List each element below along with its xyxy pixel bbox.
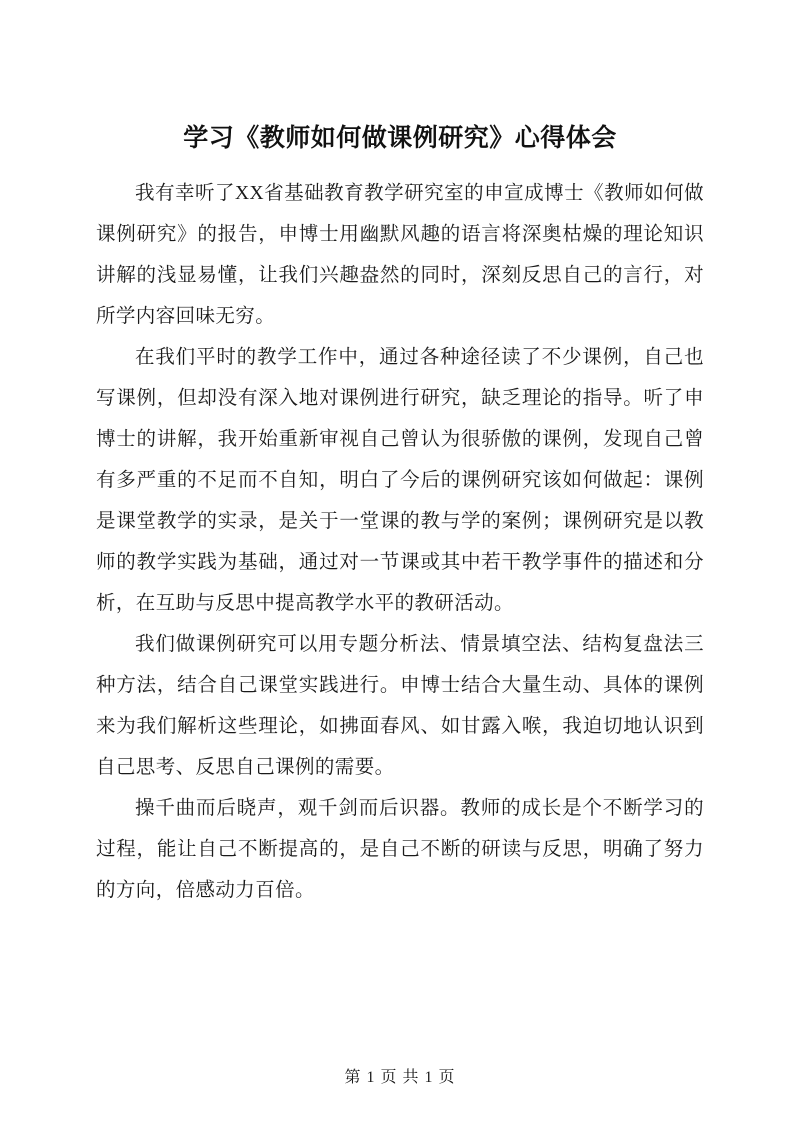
document-body	[96, 173, 704, 911]
paragraph: 操千曲而后晓声，观千剑而后识器。教师的成长是个不断学习的过程，能让自己不断提高的，是自己不断的研读与反思，明确了努力的方向，倍感动力百倍。	[96, 798, 704, 901]
paragraph: 在我们平时的教学工作中，通过各种途径读了不少课例，自己也写课例，但却没有深入地对课例进行研究，缺乏理论的指导。听了申博士的讲解，我开始重新审视自己曾认为很骄傲的课例，发现自己曾有多严重的不足而不自知，明白了今后的课例研究该如何做起：课例是课堂教学的实录，是关于一堂课的教与学的案例；课例研究是以教师的教学实践为基础，通过对一节课或其中若干教学事件的描述和分析，在互助与反思中提高教学水平的教研活动。	[96, 347, 704, 614]
page-footer: 第 1 页 共 1 页	[344, 1069, 456, 1086]
page-title: 学习《教师如何做课例研究》心得体会	[183, 123, 617, 152]
paragraph: 我有幸听了XX省基础教育教学研究室的申宣成博士《教师如何做课例研究》的报告，申博士用幽默风趣的语言将深奥枯燥的理论知识讲解的浅显易懂，让我们兴趣盎然的同时，深刻反思自己的言行，对所学内容回味无穷。	[96, 183, 704, 327]
paragraph: 我们做课例研究可以用专题分析法、情景填空法、结构复盘法三种方法，结合自己课堂实践进行。申博士结合大量生动、具体的课例来为我们解析这些理论，如拂面春风、如甘露入喉，我迫切地认识到自己思考、反思自己课例的需要。	[96, 634, 704, 778]
